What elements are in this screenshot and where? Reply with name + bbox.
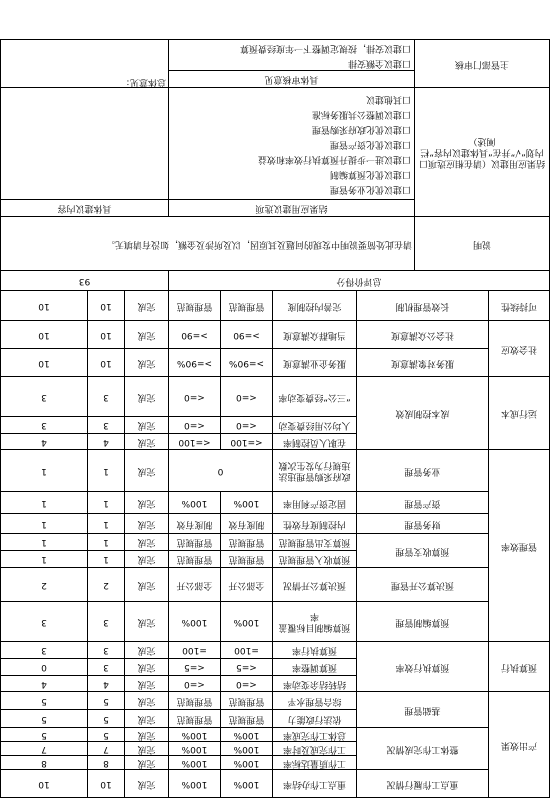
table-row [0, 710, 549, 728]
table-row [0, 514, 549, 534]
actual-cell: 全部公开 [168, 568, 220, 602]
tier3-cell: 预算收入管理规范 [272, 551, 356, 568]
score-cell: 5 [0, 692, 87, 710]
weight-cell: 8 [87, 756, 124, 770]
checkbox-option[interactable]: 口建议全额安排 [347, 58, 411, 68]
checkbox-option[interactable]: 口建议调整公共服务标准 [311, 109, 411, 119]
tier3-cell: 服务企业满意度 [272, 349, 356, 377]
actual-cell: 管理规范 [168, 551, 220, 568]
tier3-cell: 重点工作办结率 [272, 770, 356, 798]
status-cell: 完成 [124, 551, 168, 568]
status-cell: 完成 [124, 417, 168, 434]
target-cell: =100 [220, 642, 272, 659]
score-cell: 1 [0, 551, 87, 568]
weight-cell: 3 [87, 642, 124, 659]
actual-cell: 100% [168, 742, 220, 756]
status-cell: 完成 [124, 659, 168, 676]
table-row [0, 450, 549, 492]
tier1-cell: 产出效果 [489, 692, 550, 798]
checkbox-option[interactable]: 口建议安排，按规定调整下一年度经费预算 [239, 43, 411, 53]
target-cell: 管理规范 [220, 692, 272, 710]
weight-cell: 10 [87, 349, 124, 377]
score-cell: 1 [0, 514, 87, 534]
performance-table [0, 39, 550, 798]
status-cell: 完成 [124, 742, 168, 756]
target-cell: <=0 [220, 377, 272, 417]
apply-options [168, 88, 414, 200]
checkbox-option[interactable]: 口建议优化预算编制 [329, 169, 411, 179]
note-row [0, 217, 549, 271]
apply-label: 结果应用建议（请在相应选项口内划“√”并在“具体建议内容”栏阐述） [415, 88, 550, 217]
tier3-cell: 人均公用经费变动 [272, 417, 356, 434]
score-cell: 3 [0, 377, 87, 417]
note-label: 说明 [415, 217, 550, 271]
table-row [0, 756, 549, 770]
tier2-cell: 服务对象满意度 [356, 349, 488, 377]
tier1-cell: 运行成本 [489, 377, 550, 450]
actual-cell: 100% [168, 728, 220, 742]
status-cell: 完成 [124, 676, 168, 692]
score-cell: 1 [0, 492, 87, 514]
score-cell: 5 [0, 728, 87, 742]
weight-cell: 1 [87, 450, 124, 492]
target-cell: 管理规范 [220, 710, 272, 728]
target-cell: 100% [220, 742, 272, 756]
score-cell: 3 [0, 642, 87, 659]
tier3-cell: 政府采购管理违法违规行为发生次数 [272, 450, 356, 492]
weight-cell: 10 [87, 321, 124, 349]
review-opinion-header: 具体审核意见 [168, 71, 414, 88]
total-row [0, 271, 549, 291]
tier2-cell: 预决算公开管理 [356, 568, 488, 602]
tier2-cell: 业务管理 [356, 450, 488, 492]
tier1-cell: 管理效率 [489, 450, 550, 642]
status-cell: 完成 [124, 291, 168, 321]
tier3-cell: 工作完成及时率 [272, 742, 356, 756]
weight-cell: 4 [87, 434, 124, 450]
status-cell: 完成 [124, 450, 168, 492]
tier3-cell: 依法行政能力 [272, 710, 356, 728]
table-row [0, 291, 549, 321]
table-row [0, 434, 549, 450]
status-cell: 完成 [124, 642, 168, 659]
status-cell: 完成 [124, 756, 168, 770]
checkbox-option[interactable]: 口建议优化业务管理 [329, 184, 411, 194]
tier3-cell: 总体工作完成率 [272, 728, 356, 742]
tier3-cell: “三公”经费变动率 [272, 377, 356, 417]
table-row [0, 676, 549, 692]
score-cell: 0 [0, 659, 87, 676]
tier3-cell: 当地群众满意度 [272, 321, 356, 349]
actual-cell: 管理规范 [168, 291, 220, 321]
score-cell: 4 [0, 434, 87, 450]
tier2-cell: 资产管理 [356, 492, 488, 514]
tier2-cell: 重点工作履行情况 [356, 770, 488, 798]
score-cell: 5 [0, 710, 87, 728]
target-cell: 管理规范 [220, 551, 272, 568]
target-cell: 制度有效 [220, 514, 272, 534]
target-cell: <=5 [220, 659, 272, 676]
score-cell: 10 [0, 770, 87, 798]
tier3-cell: 结转结余变动率 [272, 676, 356, 692]
target-cell: 管理规范 [220, 291, 272, 321]
tier3-cell: 完善内控制度 [272, 291, 356, 321]
table-row [0, 321, 549, 349]
total-score: 93 [0, 271, 168, 291]
weight-cell: 1 [87, 551, 124, 568]
status-cell: 完成 [124, 692, 168, 710]
tier3-cell: 预算支出管理规范 [272, 534, 356, 551]
actual-cell: =100 [168, 642, 220, 659]
weight-cell: 5 [87, 710, 124, 728]
score-cell: 8 [0, 756, 87, 770]
status-cell: 完成 [124, 377, 168, 417]
review-header-row [0, 71, 549, 88]
target-cell: 100% [220, 770, 272, 798]
target-cell: 全部公开 [220, 568, 272, 602]
target-cell: 100% [220, 602, 272, 642]
review-options [168, 40, 414, 71]
weight-cell: 5 [87, 728, 124, 742]
actual-cell: 100% [168, 756, 220, 770]
target-cell: 管理规范 [220, 534, 272, 551]
tier3-cell: 预算调整率 [272, 659, 356, 676]
weight-cell: 3 [87, 417, 124, 434]
tier1-cell: 社会效应 [489, 321, 550, 377]
tier2-cell: 整体工作完成情况 [356, 728, 488, 770]
actual-cell: 管理规范 [168, 710, 220, 728]
actual-cell: >=90% [168, 349, 220, 377]
status-cell: 完成 [124, 349, 168, 377]
actual-cell: <=0 [168, 377, 220, 417]
tier3-cell: 预算编制目标覆盖率 [272, 602, 356, 642]
weight-cell: 2 [87, 568, 124, 602]
tier3-cell: 内控制度有效性 [272, 514, 356, 534]
note-text: 请在此处简要说明中发现的问题及其原因，以及所涉及金额，如没有请填无。 [0, 217, 414, 271]
table-row [0, 770, 549, 798]
apply-content-header: 具体建议内容 [0, 200, 168, 217]
apply-options-header: 结果应用建议选项 [168, 200, 414, 217]
actual-cell: <=100 [168, 434, 220, 450]
table-row [0, 349, 549, 377]
score-cell: 10 [0, 321, 87, 349]
tier3-cell: 工作质量达标率 [272, 756, 356, 770]
tier3-cell: 预算执行率 [272, 642, 356, 659]
checkbox-option[interactable]: 口建议进一步提升预算执行效率和效益 [257, 154, 411, 164]
target-cell: <=0 [220, 417, 272, 434]
table-row [0, 492, 549, 514]
overall-opinion: 总体意见： [0, 40, 168, 88]
target-cell: <=100 [220, 434, 272, 450]
score-cell: 1 [0, 534, 87, 551]
tier2-cell: 预算执行效率 [356, 642, 488, 692]
score-cell: 2 [0, 568, 87, 602]
score-cell: 3 [0, 417, 87, 434]
weight-cell: 1 [87, 534, 124, 551]
weight-cell: 7 [87, 742, 124, 756]
target-cell: 100% [220, 492, 272, 514]
target-cell: >=90 [220, 321, 272, 349]
review-label: 主管部门审核 [415, 40, 550, 88]
weight-cell: 5 [87, 692, 124, 710]
tier3-cell: 固定资产利用率 [272, 492, 356, 514]
tier1-cell: 预算执行 [489, 642, 550, 692]
target-cell: 100% [220, 756, 272, 770]
tier1-cell: 可持续性 [489, 291, 550, 321]
weight-cell: 3 [87, 377, 124, 417]
weight-cell: 10 [87, 770, 124, 798]
score-cell: 1 [0, 450, 87, 492]
weight-cell: 1 [87, 514, 124, 534]
table-row [0, 551, 549, 568]
status-cell: 完成 [124, 434, 168, 450]
tier2-cell: 预算编制管理 [356, 602, 488, 642]
total-label: 总评价得分 [168, 271, 549, 291]
tier2-cell: 社会公众满意度 [356, 321, 488, 349]
table-row [0, 568, 549, 602]
weight-cell: 10 [87, 291, 124, 321]
tier2-cell: 基础管理 [356, 692, 488, 728]
tier2-cell: 长效管理机制 [356, 291, 488, 321]
score-cell: 7 [0, 742, 87, 756]
status-cell: 完成 [124, 728, 168, 742]
status-cell: 完成 [124, 710, 168, 728]
score-cell: 10 [0, 349, 87, 377]
tier2-cell: 预算收支管理 [356, 534, 488, 568]
status-cell: 完成 [124, 492, 168, 514]
checkbox-option[interactable]: 口建议优化政府采购管理 [311, 124, 411, 134]
status-cell: 完成 [124, 568, 168, 602]
actual-cell: 制度有效 [168, 514, 220, 534]
status-cell: 完成 [124, 770, 168, 798]
weight-cell: 4 [87, 676, 124, 692]
tier2-cell: 财务管理 [356, 514, 488, 534]
checkbox-option[interactable]: 口建议优化资产管理 [329, 139, 411, 149]
actual-cell: <=5 [168, 659, 220, 676]
tier3-cell: 预决算公开情况 [272, 568, 356, 602]
weight-cell: 3 [87, 602, 124, 642]
target-cell: <=0 [220, 676, 272, 692]
score-cell: 10 [0, 291, 87, 321]
apply-header-row [0, 200, 549, 217]
actual-cell: 管理规范 [168, 534, 220, 551]
score-cell: 3 [0, 602, 87, 642]
status-cell: 完成 [124, 534, 168, 551]
status-cell: 完成 [124, 602, 168, 642]
checkbox-option[interactable]: 口其他建议 [365, 94, 411, 104]
actual-cell: >=90 [168, 321, 220, 349]
status-cell: 完成 [124, 514, 168, 534]
target-cell: >=90% [220, 349, 272, 377]
target-cell: 100% [220, 728, 272, 742]
tier3-cell: 在职人员控制率 [272, 434, 356, 450]
actual-cell: 100% [168, 770, 220, 798]
weight-cell: 1 [87, 492, 124, 514]
actual-cell: <=0 [168, 417, 220, 434]
actual-cell: <=0 [168, 676, 220, 692]
apply-content-cell[interactable] [0, 88, 168, 200]
tier2-cell: 成本控制成效 [356, 377, 488, 450]
actual-cell: 0 [168, 450, 272, 492]
score-cell: 4 [0, 676, 87, 692]
actual-cell: 100% [168, 492, 220, 514]
actual-cell: 管理规范 [168, 692, 220, 710]
table-row [0, 602, 549, 642]
status-cell: 完成 [124, 321, 168, 349]
actual-cell: 100% [168, 602, 220, 642]
weight-cell: 3 [87, 659, 124, 676]
tier3-cell: 综合管理水平 [272, 692, 356, 710]
